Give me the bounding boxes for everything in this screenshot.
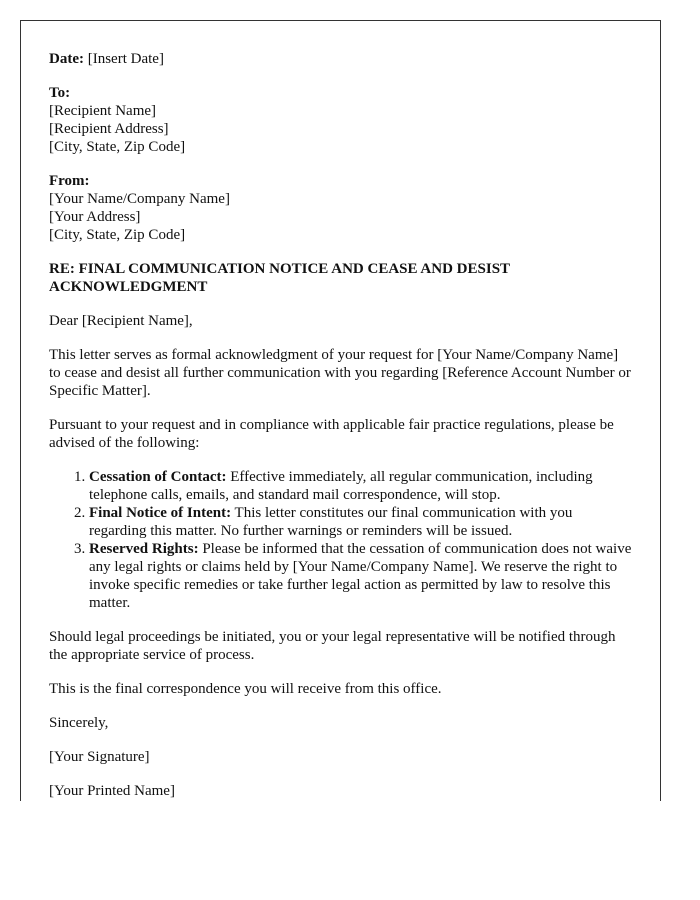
from-block [49, 172, 632, 244]
subject-line: RE: FINAL COMMUNICATION NOTICE AND CEASE AND DESIST ACKNOWLEDGMENT [49, 261, 510, 295]
letter-page [20, 20, 661, 801]
list-item-text: Please be informed that the cessation of communication does not waive any legal rights or claims held by [Your Name/Company Name]. We reserve the right to invoke specific remedies or take further legal action as permitted by law to resolve this matter. [89, 541, 632, 611]
date-label: Date: [49, 51, 84, 67]
printed-name: [Your Printed Name] [49, 783, 175, 799]
notice-list [49, 468, 632, 612]
list-item-text: This letter constitutes our final communication with you regarding this matter. No further warnings or reminders will be issued. [89, 505, 573, 539]
paragraph-1: This letter serves as formal acknowledgment of your request for [Your Name/Company Name] to cease and desist all further communication with you regarding [Reference Account Number or Specific Matter]. [49, 347, 631, 399]
list-item [89, 504, 632, 540]
signature: [Your Signature] [49, 749, 150, 765]
list-item-title: Reserved Rights: [89, 541, 199, 557]
salutation: Dear [Recipient Name], [49, 313, 193, 329]
list-item-title: Final Notice of Intent: [89, 505, 232, 521]
list-item-title: Cessation of Contact: [89, 469, 227, 485]
to-label: To: [49, 85, 71, 101]
from-label: From: [49, 173, 90, 189]
sender-city: [City, State, Zip Code] [49, 227, 186, 243]
list-item [89, 468, 632, 504]
recipient-name: [Recipient Name] [49, 103, 157, 119]
paragraph-4: This is the final correspondence you will receive from this office. [49, 681, 442, 697]
list-item-text: Effective immediately, all regular communication, including telephone calls, emails, and standard mail correspondence, will stop. [89, 469, 593, 503]
list-item [89, 540, 632, 612]
recipient-address: [Recipient Address] [49, 121, 169, 137]
paragraph-2: Pursuant to your request and in compliance with applicable fair practice regulations, please be advised of the following: [49, 417, 614, 451]
paragraph-3: Should legal proceedings be initiated, you or your legal representative will be notified through the appropriate service of process. [49, 629, 616, 663]
closing: Sincerely, [49, 715, 109, 731]
recipient-city: [City, State, Zip Code] [49, 139, 186, 155]
to-block [49, 84, 632, 156]
sender-address: [Your Address] [49, 209, 141, 225]
sender-name: [Your Name/Company Name] [49, 191, 230, 207]
date-value: [Insert Date] [87, 51, 164, 67]
date-line [49, 50, 632, 68]
